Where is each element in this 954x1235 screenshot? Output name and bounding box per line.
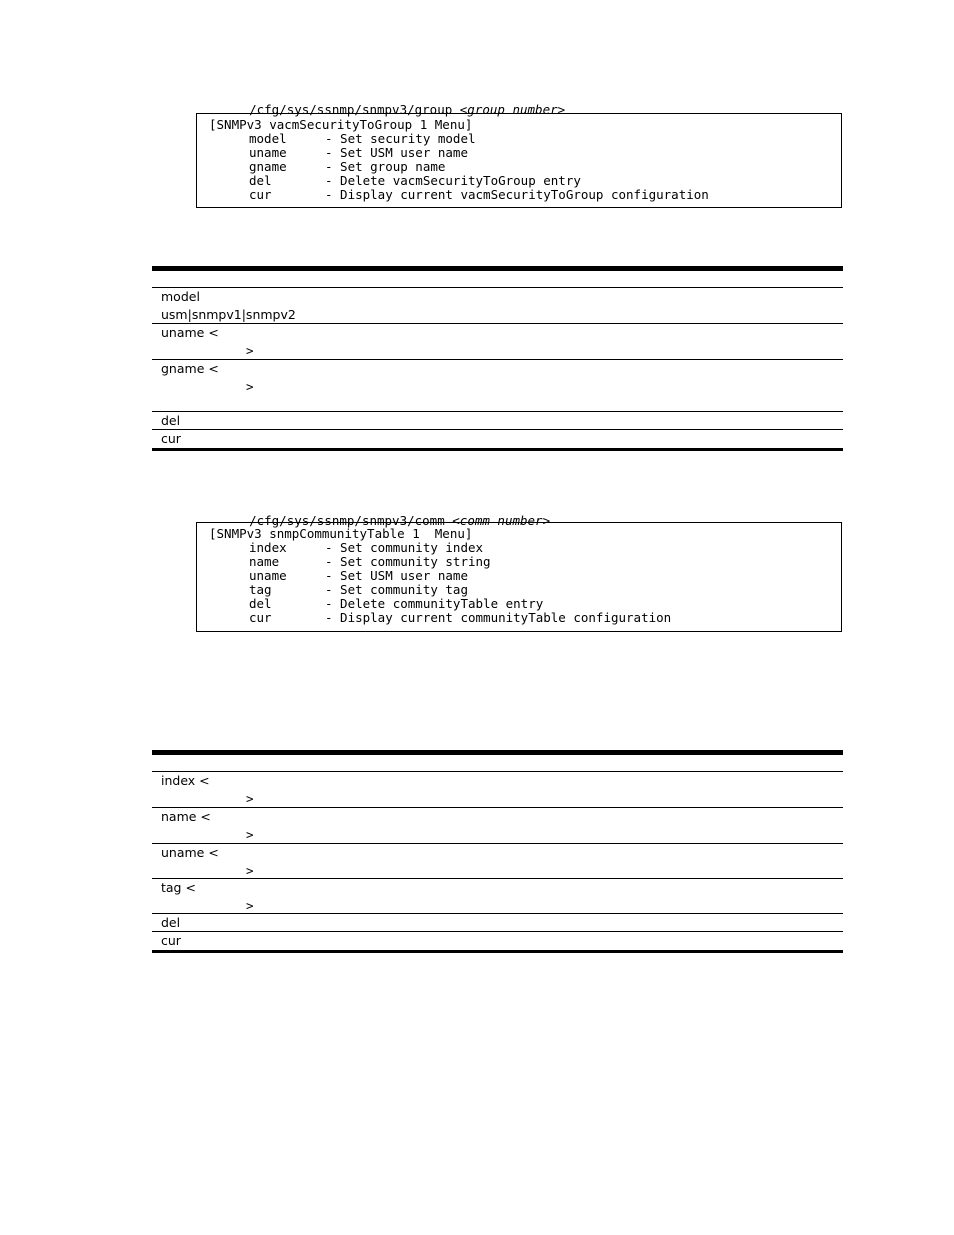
table-row xyxy=(152,430,843,451)
table-row-command: uname < xyxy=(161,845,219,860)
group-menu-item xyxy=(209,146,841,160)
group-menu-box xyxy=(196,113,842,208)
table-header-row xyxy=(152,271,843,288)
table-row-command: del xyxy=(161,413,181,428)
table-row-values: usm|snmpv1|snmpv2 xyxy=(161,307,296,322)
table-row-continuation: > xyxy=(246,379,254,394)
menu-command: name xyxy=(249,554,280,569)
comm-menu-item xyxy=(209,597,841,611)
table-row xyxy=(152,288,843,324)
table-row-continuation: > xyxy=(246,827,254,842)
table-row-command: cur xyxy=(161,431,181,446)
table-row-continuation: > xyxy=(246,898,254,913)
table-row xyxy=(152,808,843,844)
menu-description: - Delete vacmSecurityToGroup entry xyxy=(325,173,581,188)
comm-menu-title: [SNMPv3 snmpCommunityTable 1 Menu] xyxy=(209,526,473,541)
table-row-command: cur xyxy=(161,933,181,948)
menu-description: - Set community index xyxy=(325,540,484,555)
table-row xyxy=(152,324,843,360)
table-row-command: gname < xyxy=(161,361,219,376)
table-row-command: uname < xyxy=(161,325,219,340)
table-row xyxy=(152,879,843,914)
menu-command: tag xyxy=(249,582,272,597)
table-header-row xyxy=(152,755,843,772)
comm-menu-item xyxy=(209,569,841,583)
menu-command: uname xyxy=(249,145,287,160)
group-path-argument: <group number> xyxy=(459,102,566,117)
comm-command-table xyxy=(152,750,843,953)
table-row-continuation: > xyxy=(246,791,254,806)
table-row-command: model xyxy=(161,289,200,304)
table-row-command: del xyxy=(161,915,181,930)
comm-menu-box xyxy=(196,522,842,632)
table-row xyxy=(152,844,843,879)
comm-path-text: /cfg/sys/ssnmp/snmpv3/comm xyxy=(249,513,453,528)
comm-menu-item xyxy=(209,555,841,569)
table-row xyxy=(152,932,843,953)
table-row-command: name < xyxy=(161,809,211,824)
menu-description: - Delete communityTable entry xyxy=(325,596,544,611)
group-menu-item xyxy=(209,160,841,174)
group-menu-item xyxy=(209,188,841,202)
table-row xyxy=(152,914,843,932)
group-menu-title: [SNMPv3 vacmSecurityToGroup 1 Menu] xyxy=(209,117,473,132)
menu-description: - Set USM user name xyxy=(325,568,468,583)
menu-description: - Display current communityTable configuration xyxy=(325,610,672,625)
group-menu-item xyxy=(209,132,841,146)
menu-command: cur xyxy=(249,610,272,625)
menu-description: - Set security model xyxy=(325,131,476,146)
table-row xyxy=(152,360,843,412)
comm-menu-item xyxy=(209,541,841,555)
table-row xyxy=(152,772,843,808)
menu-description: - Set USM user name xyxy=(325,145,468,160)
table-row-command: index < xyxy=(161,773,210,788)
menu-description: - Set group name xyxy=(325,159,446,174)
group-path-text: /cfg/sys/ssnmp/snmpv3/group xyxy=(249,102,460,117)
table-row-continuation: > xyxy=(246,343,254,358)
menu-command: index xyxy=(249,540,287,555)
menu-command: gname xyxy=(249,159,287,174)
menu-command: uname xyxy=(249,568,287,583)
comm-path-argument: <comm number> xyxy=(452,513,551,528)
group-command-table xyxy=(152,266,843,451)
table-row xyxy=(152,412,843,430)
menu-command: del xyxy=(249,596,272,611)
comm-menu-item xyxy=(209,611,841,625)
group-menu-item xyxy=(209,174,841,188)
menu-description: - Set community tag xyxy=(325,582,468,597)
comm-menu-item xyxy=(209,583,841,597)
menu-command: model xyxy=(249,131,287,146)
menu-description: - Display current vacmSecurityToGroup configuration xyxy=(325,187,709,202)
menu-description: - Set community string xyxy=(325,554,491,569)
table-row-continuation: > xyxy=(246,863,254,878)
menu-command: del xyxy=(249,173,272,188)
menu-command: cur xyxy=(249,187,272,202)
table-row-command: tag < xyxy=(161,880,196,895)
